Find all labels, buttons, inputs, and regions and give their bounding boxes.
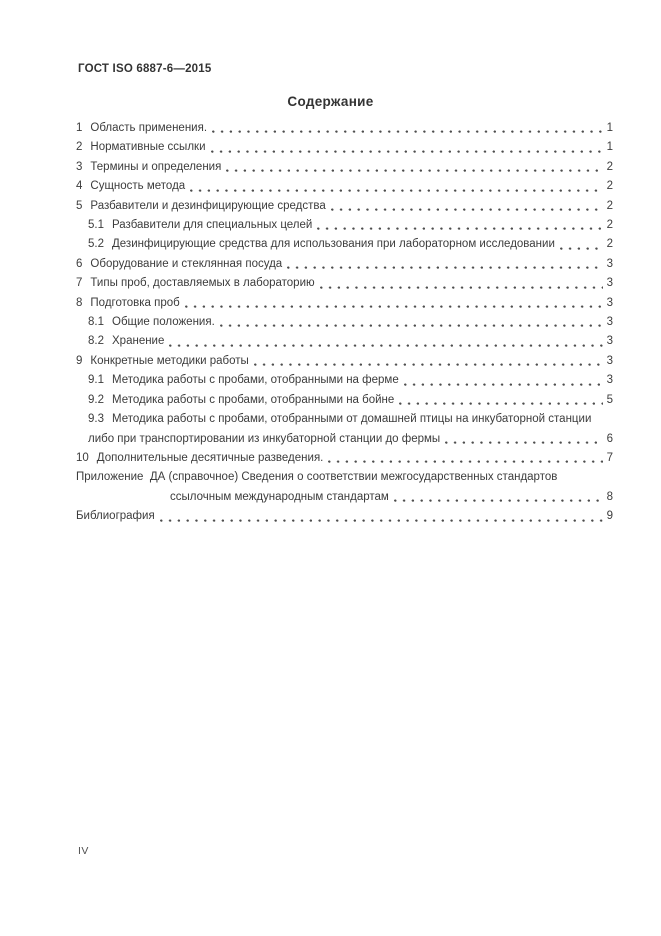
toc-entry-page: 3: [606, 296, 613, 309]
toc-entry: [76, 313, 613, 332]
toc-entry-page: 8: [606, 490, 613, 503]
toc-entry-number: 8: [76, 296, 83, 309]
toc-entry: [76, 255, 613, 274]
toc-entry-number: 5: [76, 199, 83, 212]
dot-leader: [560, 247, 603, 251]
toc-entry-label: Дезинфицирующие средства для использования при лабораторном исследовании: [112, 238, 555, 251]
dot-leader: [320, 286, 603, 290]
dot-leader: [220, 324, 603, 328]
toc-entry-line: [76, 313, 613, 332]
toc-entry-number: 5.2: [88, 238, 104, 251]
toc-entry-line: [76, 138, 613, 157]
toc-entry-number: 8.1: [88, 316, 104, 329]
toc-entry: [76, 332, 613, 351]
toc-list: [76, 119, 613, 527]
toc-entry-page: 3: [606, 374, 613, 387]
toc-entry-page: 3: [606, 335, 613, 348]
dot-leader: [394, 499, 603, 503]
toc-entry: [76, 197, 613, 216]
toc-entry: [76, 119, 613, 138]
toc-entry-page: 3: [606, 316, 613, 329]
toc-entry-number: 8.2: [88, 335, 104, 348]
toc-entry-label: Разбавители для специальных целей: [112, 219, 313, 232]
toc-entry-line: [76, 468, 613, 487]
toc-entry-number: 3: [76, 160, 83, 173]
dot-leader: [226, 169, 603, 173]
toc-entry-label: Общие положения.: [112, 316, 215, 329]
toc-entry-label: Методика работы с пробами, отобранными от домашней птицы на инкубаторной станции: [112, 413, 592, 426]
toc-entry-label: Разбавители и дезинфицирующие средства: [90, 199, 326, 212]
toc-entry-label: Оборудование и стеклянная посуда: [90, 257, 283, 270]
toc-entry-page: 3: [606, 277, 613, 290]
dot-leader: [169, 344, 603, 348]
toc-entry: [76, 468, 613, 507]
toc-entry-continuation-line: [76, 430, 613, 449]
toc-entry-line: [76, 216, 613, 235]
toc-entry: [76, 274, 613, 293]
dot-leader: [317, 227, 603, 231]
toc-entry-page: 3: [606, 257, 613, 270]
toc-entry-number: 2: [76, 141, 83, 154]
toc-entry-line: [76, 119, 613, 138]
dot-leader: [404, 383, 603, 387]
dot-leader: [328, 460, 603, 464]
toc-entry-line: [76, 294, 613, 313]
toc-entry-line: [76, 255, 613, 274]
toc-entry-label: Дополнительные десятичные разведения.: [96, 451, 324, 464]
toc-entry: [76, 507, 613, 526]
toc-entry-line: [76, 158, 613, 177]
toc-entry: [76, 138, 613, 157]
toc-entry-number: 7: [76, 277, 83, 290]
toc-entry-label: Сущность метода: [90, 180, 186, 193]
page-title: Содержание: [287, 94, 374, 109]
dot-leader: [399, 402, 603, 406]
toc-entry-number: 9.3: [88, 413, 104, 426]
toc-entry: [76, 449, 613, 468]
toc-entry-page: 5: [606, 393, 613, 406]
toc-entry-label: Методика работы с пробами, отобранными на ферме: [112, 374, 399, 387]
toc-entry-line: [76, 371, 613, 390]
toc-entry-label-continued: либо при транспортировании из инкубаторной станции до фермы: [88, 432, 441, 445]
toc-entry-line: [76, 177, 613, 196]
toc-entry-page: 9: [606, 510, 613, 523]
toc-entry-number: 5.1: [88, 219, 104, 232]
toc-entry-label: Хранение: [112, 335, 165, 348]
toc-entry-label: Подготовка проб: [90, 296, 180, 309]
toc-entry-page: 2: [606, 160, 613, 173]
dot-leader: [331, 208, 603, 212]
toc-entry-page: 3: [606, 354, 613, 367]
toc-entry-line: [76, 449, 613, 468]
toc-entry-label: Термины и определения: [90, 160, 222, 173]
toc-entry-page: 7: [606, 451, 613, 464]
toc-entry: [76, 216, 613, 235]
toc-entry-line: [76, 391, 613, 410]
toc-entry-line: [76, 410, 613, 429]
toc-entry-label-continued: ссылочным международным стандартам: [170, 490, 389, 503]
toc-entry-line: [76, 197, 613, 216]
dot-leader: [211, 150, 604, 154]
toc-entry: [76, 410, 613, 449]
toc-entry-page: 1: [606, 141, 613, 154]
toc-entry-number: 9: [76, 354, 83, 367]
toc-entry-number: 9.1: [88, 374, 104, 387]
toc-entry: [76, 177, 613, 196]
toc-entry-page: 1: [606, 122, 613, 134]
dot-leader: [190, 189, 603, 193]
toc-entry: [76, 352, 613, 371]
toc-entry-line: [76, 507, 613, 526]
toc-entry-label: Конкретные методики работы: [90, 354, 249, 367]
dot-leader: [185, 305, 603, 309]
toc-entry-page: 2: [606, 219, 613, 232]
toc-entry-page: 2: [606, 199, 613, 212]
toc-entry: [76, 158, 613, 177]
dot-leader: [287, 266, 603, 270]
toc-entry-line: [76, 352, 613, 371]
toc-entry-label: Область применения.: [90, 122, 208, 134]
toc-entry-label: Приложение ДА (справочное) Сведения о соответствии межгосударственных стандартов: [76, 471, 558, 484]
toc-entry-label: Методика работы с пробами, отобранными на бойне: [112, 393, 395, 406]
dot-leader: [254, 363, 603, 367]
toc-entry-line: [76, 332, 613, 351]
page-number-footer: IV: [78, 845, 89, 857]
toc-entry-line: [76, 235, 613, 254]
dot-leader: [160, 519, 603, 523]
toc-entry-line: [76, 274, 613, 293]
toc-entry-number: 10: [76, 451, 89, 464]
dot-leader: [212, 130, 603, 134]
toc-entry-number: 9.2: [88, 393, 104, 406]
toc-entry-page: 2: [606, 238, 613, 251]
toc-entry-page: 6: [606, 432, 613, 445]
toc-entry: [76, 235, 613, 254]
toc-entry-label: Библиография: [76, 510, 155, 523]
toc-entry: [76, 371, 613, 390]
toc-entry-number: 1: [76, 122, 83, 134]
toc-entry-label: Нормативные ссылки: [90, 141, 206, 154]
toc-entry: [76, 391, 613, 410]
toc-entry-page: 2: [606, 180, 613, 193]
document-number: ГОСТ ISO 6887-6—2015: [78, 63, 212, 75]
toc-entry-label: Типы проб, доставляемых в лабораторию: [90, 277, 315, 290]
toc-entry-number: 4: [76, 180, 83, 193]
toc-entry-continuation-line: [76, 488, 613, 507]
toc-entry: [76, 294, 613, 313]
dot-leader: [445, 441, 603, 445]
toc-entry-number: 6: [76, 257, 83, 270]
